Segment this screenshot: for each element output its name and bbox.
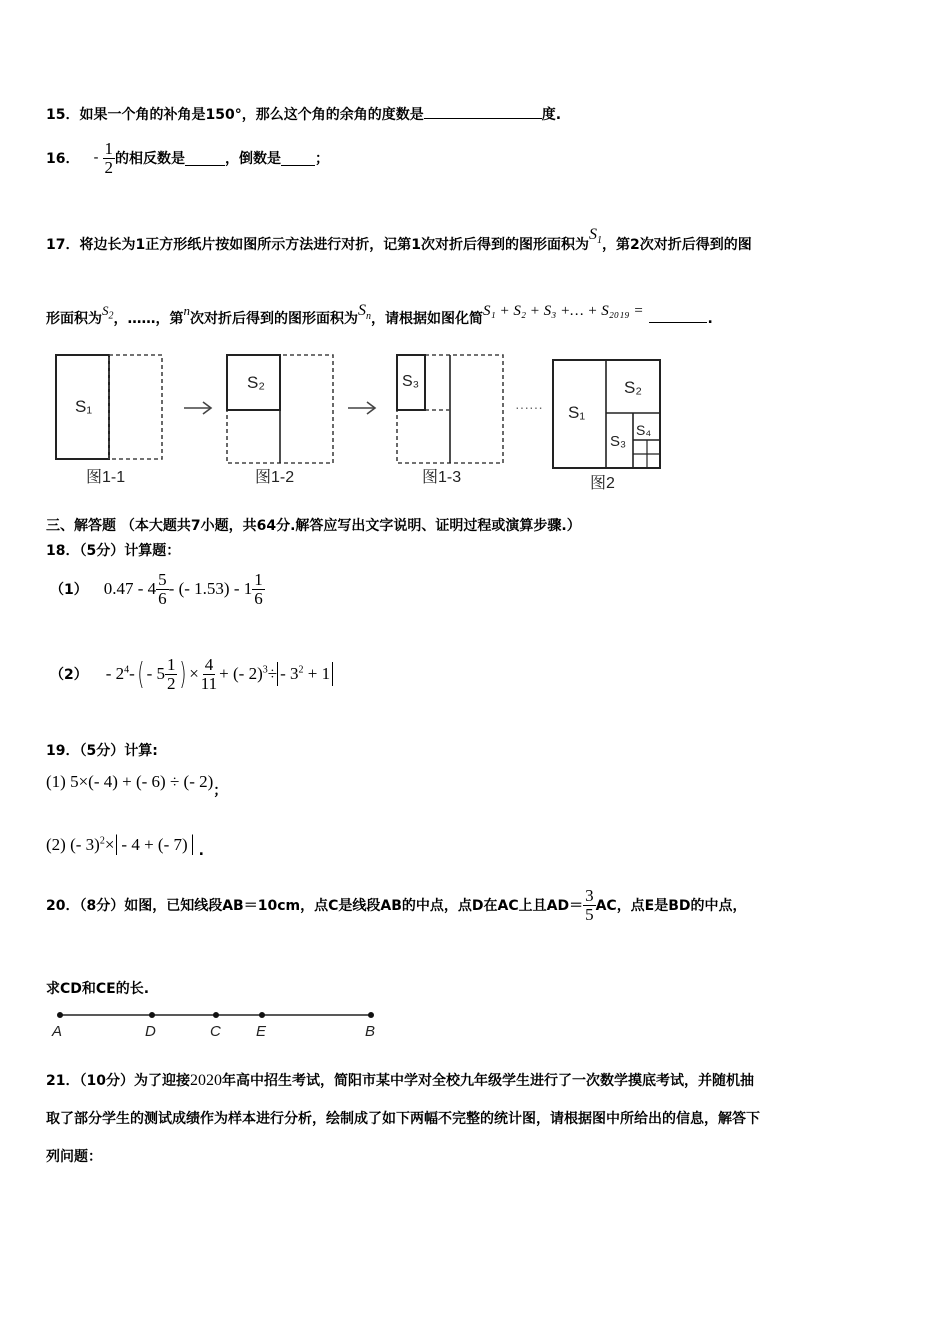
q16-number: 16． [46,151,80,168]
q17-s1: $S_1$ [588,226,602,247]
q18-part1 [50,571,265,608]
q19-p2-end: . [198,842,204,859]
q18-p1-a: 0.47 - 4 [103,579,157,599]
q20-line1-a: 20．（8分）如图，已知线段AB＝10cm，点C是线段AB的中点，点D在AC上且AD＝ [46,898,584,915]
q17-line2-b: ，……，第 [113,311,184,327]
q16-frac-num: 1 [104,139,114,158]
arrow-right-icon-1 [184,402,211,414]
q20-segment-figure [46,1006,386,1040]
point-c [213,1012,219,1018]
q18-p2-a: - $2^4$ [105,664,130,684]
fig2-label-s2: S₂ [624,378,642,397]
label-e: E [256,1023,267,1040]
label-b: B [365,1023,376,1040]
q16-text1: 的相反数是 [115,151,186,168]
q16 [46,140,329,177]
point-d [149,1012,155,1018]
q20-line1-b: AC，点E是BD的中点， [595,898,747,915]
q18-p1-b: - (- 1.53) - 1 [168,579,253,599]
figure-17 [50,348,670,498]
q18-p2-times: × [189,664,199,684]
q21-line3: 列问题： [46,1149,102,1165]
fig2-caption: 图2 [590,475,615,492]
label-a: A [52,1023,63,1040]
fig1-1-caption: 图1-1 [86,469,126,486]
q17-line2 [46,302,713,330]
point-e [259,1012,265,1018]
q15-text: 15．如果一个角的补角是150°，那么这个角的余角的度数是 [46,107,424,123]
q17-line2-d: ，请根据如图化简 [371,311,483,327]
q16-text2: ，倒数是 [225,151,282,168]
q16-fraction [103,140,116,177]
q16-frac-den: 2 [104,157,114,177]
q19-p2-bracket: - 4 + (- 7) [116,834,192,855]
fig1-1-dashed-rect [109,355,162,459]
q17-line2-a: 形面积为 [46,311,102,327]
q18-title: 18．（5分）计算题： [46,543,181,559]
q17-s2: $S_2$ [102,303,114,322]
q17-line2-c: 次对折后得到的图形面积为 [190,311,358,327]
q19-title: 19．（5分）计算: [46,743,158,759]
q19-part1 [46,772,228,799]
q19-p2-a: (2) (- 3)$^2$ [46,834,105,854]
fig1-2-caption: 图1-2 [255,469,295,486]
q19-p1-expr: (1) 5×(- 4) + (- 6) ÷ (- 2) [46,772,214,791]
q17-n: n [183,303,190,318]
ellipsis-dots: ······ [515,399,543,415]
q15-answer-blank [424,104,542,119]
point-b [368,1012,374,1018]
q18-p2-d: + (- 2)$^3$ [219,664,268,684]
q15-suffix: 度. [541,107,562,123]
q16-minus: - [93,150,99,167]
q18-p2-frac1: $\frac{1}{2}$ [166,655,176,693]
q21-line1-a: 21．（10分）为了迎接 [46,1073,190,1089]
q18-p2-c: - 5 [146,664,165,684]
q18-p1-label: （1） [50,582,88,599]
q18-p2-label: （2） [50,667,88,684]
section3-title: 三、解答题 （本大题共7小题，共64分.解答应写出文字说明、证明过程或演算步骤.） [46,518,581,534]
fig1-2-label: S₂ [247,373,265,392]
q19-p2-times: × [104,834,115,854]
fig2-label-s3: S₃ [610,433,627,450]
q15 [46,104,561,124]
q17-end: . [707,311,713,327]
q21-line1 [46,1070,754,1090]
point-a [57,1012,63,1018]
q20-line2: 求CD和CE的长. [46,981,150,997]
fig1-1-label: S₁ [75,397,93,416]
q21-line2: 取了部分学生的测试成绩作为样本进行分析，绘制成了如下两幅不完整的统计图，请根据图中所给出的信息，解答下 [46,1111,760,1127]
q20-fraction: $\frac{3}{5}$ [585,886,594,924]
q21-line1-b: 年高中招生考试，简阳市某中学对全校九年级学生进行了一次数学摸底考试，并随机抽 [221,1073,754,1089]
q18-p2-abs: - $3^2 + 1$ [277,662,333,686]
fig2-label-s1: S₁ [568,403,586,422]
q18-p2-frac2: $\frac{4}{11}$ [200,655,218,693]
q16-text3: ； [315,151,330,168]
arrow-right-icon-2 [348,402,375,414]
q17-line1-text: 17．将边长为1正方形纸片按如图所示方法进行对折，记第1次对折后得到的图形面积为 [46,237,589,253]
q18-p1-frac1: $\frac{5}{6}$ [158,570,167,608]
label-c: C [210,1023,221,1040]
q18-p2-e: ÷ [267,664,278,684]
q17-sn: $S_n$ [358,302,371,323]
q17-sum-expression: S₁ + S₂ + S₃ +… + S₂₀₁₉ = [483,303,644,319]
q17-answer-blank [649,308,707,323]
label-d: D [145,1023,156,1040]
q18-p2-b: - [129,664,135,684]
q16-blank1 [185,151,225,166]
q16-blank2 [281,151,315,166]
fig1-3-label: S₃ [402,373,420,390]
q21-year: 2020 [189,1072,222,1089]
q17-line1-end: ，第2次对折后得到的图 [601,237,752,253]
q19-p1-end: ； [213,783,228,799]
q20-line1 [46,887,747,924]
q18-p1-frac2: $\frac{1}{6}$ [254,570,263,608]
q19-part2 [46,834,204,859]
fig2-label-s4: S₄ [636,422,652,438]
fig1-3-caption: 图1-3 [422,469,462,486]
q18-part2: （2） - $2^4$ - ( - 5 $\frac{1}{2}$ ) × $\frac{4}{11}$ + (- 2)$^3$ ÷ - $3^2 + 1$ [50,656,333,693]
q17-line1 [46,226,752,256]
